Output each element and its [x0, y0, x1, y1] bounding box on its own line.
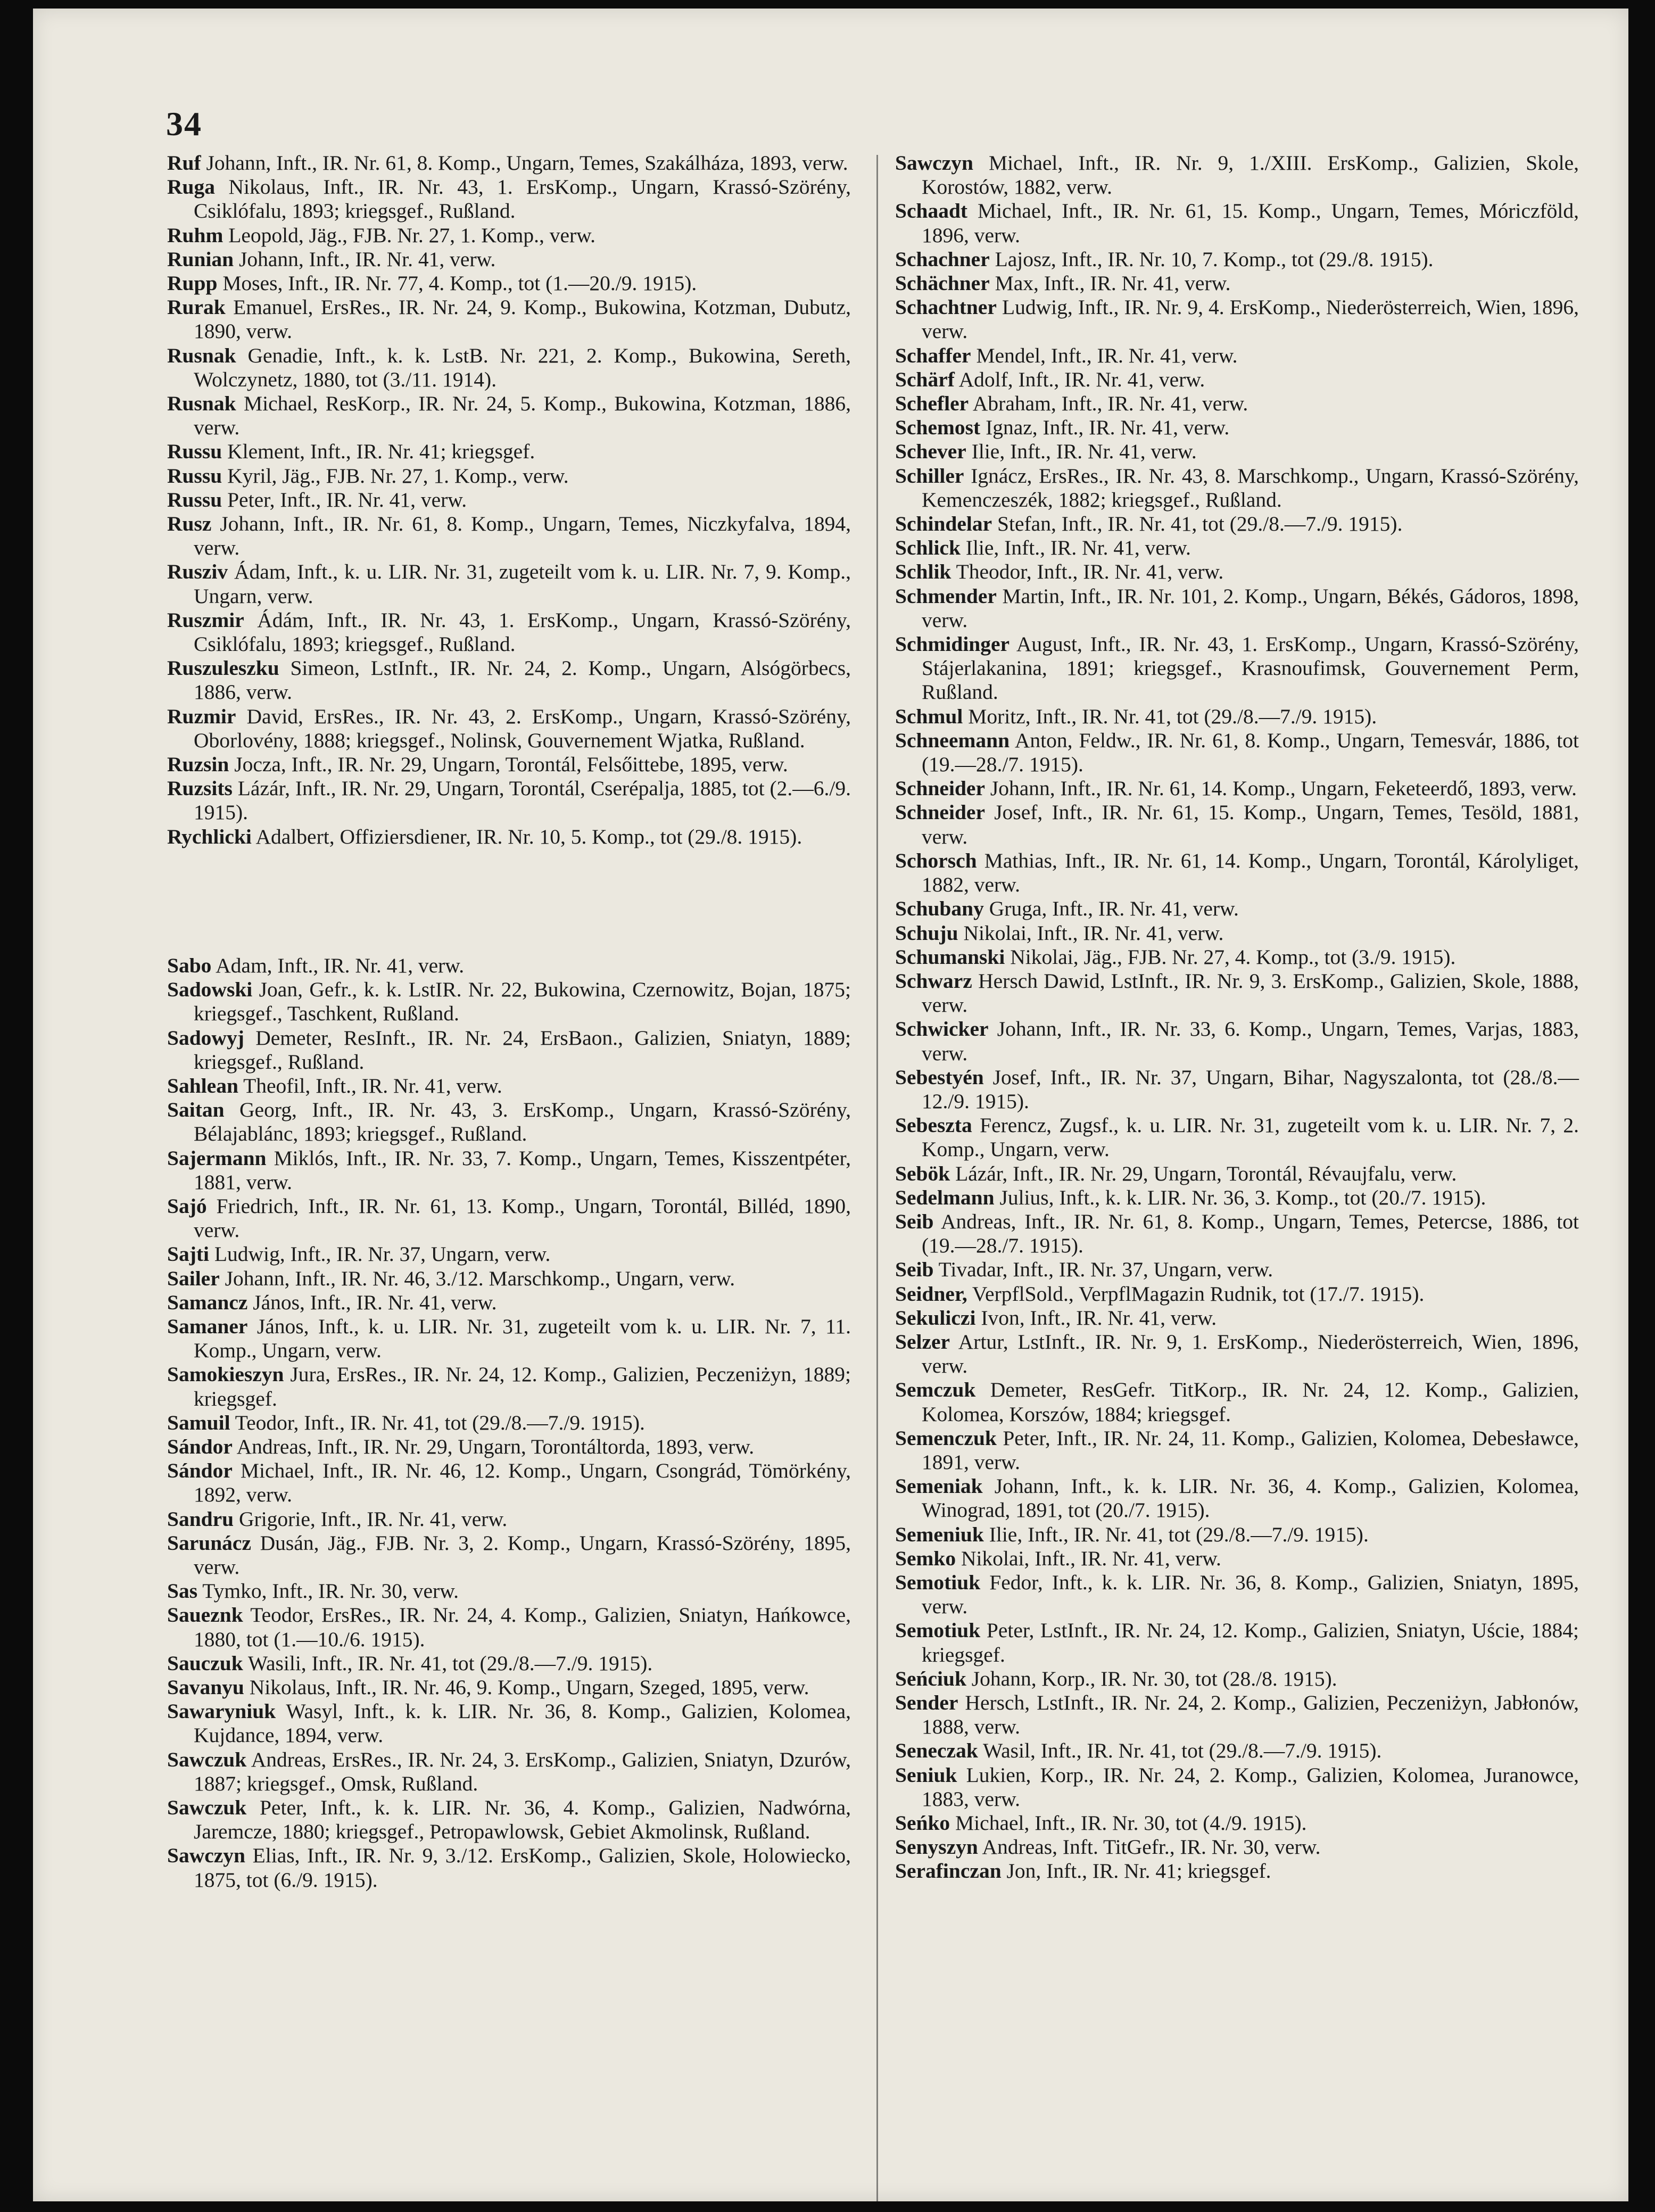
list-entry	[895, 1210, 1579, 1258]
list-entry	[895, 416, 1579, 440]
list-entry	[167, 1267, 851, 1291]
entry-surname: Sailer	[167, 1266, 220, 1290]
list-entry	[895, 777, 1579, 800]
entry-surname: Rychlicki	[167, 824, 252, 848]
entry-surname: Sawczuk	[167, 1796, 247, 1819]
list-entry	[167, 271, 851, 295]
entry-details: Michael, Inft., IR. Nr. 9, 1./XIII. ErsKomp., Galizien, Skole, Korostów, 1882, verw.	[922, 151, 1579, 199]
entry-surname: Schindelar	[895, 512, 992, 536]
entry-surname: Samuil	[167, 1410, 230, 1434]
entry-details: Simeon, LstInft., IR. Nr. 24, 2. Komp., Ungarn, Alsógörbecs, 1886, verw.	[194, 656, 851, 704]
entry-surname: Sadowski	[167, 978, 253, 1002]
entry-surname: Ruzsin	[167, 753, 229, 777]
list-entry	[167, 1652, 851, 1675]
list-entry	[167, 1315, 851, 1363]
entry-surname: Schneider	[895, 800, 985, 824]
list-entry	[895, 1282, 1579, 1306]
entry-surname: Semko	[895, 1546, 956, 1570]
entry-details: Nikolai, Inft., IR. Nr. 41, verw.	[963, 921, 1224, 945]
list-entry	[895, 1835, 1579, 1859]
list-entry	[167, 1507, 851, 1531]
list-entry	[895, 199, 1579, 247]
entry-details: Andreas, Inft., IR. Nr. 29, Ungarn, Torontáltorda, 1893, verw.	[236, 1434, 755, 1458]
entry-surname: Rusnak	[167, 343, 236, 367]
entry-surname: Sebök	[895, 1161, 950, 1185]
entry-details: Ignácz, ErsRes., IR. Nr. 43, 8. Marschkomp., Ungarn, Krassó-Szörény, Kemenczeszék, 1882; kriegsgef., Rußland.	[922, 464, 1579, 511]
entry-surname: Seńciuk	[895, 1666, 966, 1690]
entry-details: Wasili, Inft., IR. Nr. 41, tot (29./8.—7./9. 1915).	[247, 1651, 653, 1675]
list-entry	[895, 969, 1579, 1017]
right-column	[895, 151, 1579, 1884]
entry-surname: Sauczuk	[167, 1651, 243, 1675]
list-entry	[167, 1146, 851, 1194]
list-entry	[167, 1796, 851, 1844]
entry-details: János, Inft., IR. Nr. 41, verw.	[253, 1290, 497, 1314]
entry-surname: Sadowyj	[167, 1026, 244, 1050]
list-entry	[167, 247, 851, 271]
entry-surname: Semotiuk	[895, 1619, 981, 1643]
list-entry	[895, 464, 1579, 512]
entry-surname: Schachner	[895, 247, 990, 271]
list-entry	[895, 1739, 1579, 1763]
entry-surname: Schemost	[895, 416, 981, 440]
entry-surname: Ruhm	[167, 223, 224, 247]
entry-surname: Schorsch	[895, 848, 977, 872]
entry-details: Adolf, Inft., IR. Nr. 41, verw.	[958, 367, 1205, 391]
entry-details: Emanuel, ErsRes., IR. Nr. 24, 9. Komp., Bukowina, Kotzman, Dubutz, 1890, verw.	[194, 295, 851, 343]
entry-surname: Sándor	[167, 1459, 233, 1483]
entry-surname: Russu	[167, 440, 222, 464]
entry-surname: Senyszyn	[895, 1835, 978, 1859]
document-page	[33, 9, 1628, 2201]
list-entry	[167, 1194, 851, 1242]
entry-details: Jon, Inft., IR. Nr. 41; kriegsgef.	[1006, 1859, 1271, 1883]
entry-details: Dusán, Jäg., FJB. Nr. 3, 2. Komp., Ungarn, Krassó-Szörény, 1895, verw.	[194, 1531, 851, 1579]
list-entry	[167, 1074, 851, 1098]
list-entry	[895, 849, 1579, 897]
entry-details: Ádam, Inft., k. u. LIR. Nr. 31, zugeteilt vom k. u. LIR. Nr. 7, 9. Komp., Ungarn, verw.	[194, 560, 851, 608]
entry-details: Johann, Inft., IR. Nr. 33, 6. Komp., Ungarn, Temes, Varjas, 1883, verw.	[922, 1017, 1579, 1065]
entry-details: Abraham, Inft., IR. Nr. 41, verw.	[972, 392, 1248, 416]
list-entry	[895, 1306, 1579, 1330]
entry-surname: Selzer	[895, 1330, 950, 1353]
entry-surname: Samaner	[167, 1314, 248, 1338]
entry-surname: Russu	[167, 488, 222, 511]
entry-surname: Sajermann	[167, 1146, 267, 1170]
list-entry	[895, 1859, 1579, 1883]
entry-details: Ludwig, Inft., IR. Nr. 37, Ungarn, verw.	[214, 1242, 551, 1266]
entry-details: Jocza, Inft., IR. Nr. 29, Ungarn, Torontál, Felsőittebe, 1895, verw.	[234, 753, 788, 777]
entry-surname: Semeniuk	[895, 1522, 984, 1546]
entry-surname: Schmender	[895, 584, 997, 608]
entry-details: Andreas, Inft., IR. Nr. 61, 8. Komp., Ungarn, Temes, Petercse, 1886, tot (19.—28./7. 1915).	[922, 1209, 1579, 1258]
list-entry	[167, 656, 851, 704]
list-entry	[167, 175, 851, 223]
entry-surname: Schneemann	[895, 728, 1010, 752]
entry-details: Tivadar, Inft., IR. Nr. 37, Ungarn, verw.	[938, 1258, 1273, 1282]
entry-details: Johann, Inft., k. k. LIR. Nr. 36, 4. Komp., Galizien, Kolomea, Winograd, 1891, tot (20./7. 1915).	[922, 1474, 1579, 1522]
list-entry	[895, 344, 1579, 368]
list-entry	[895, 729, 1579, 777]
list-entry	[167, 777, 851, 824]
list-entry	[895, 800, 1579, 848]
entry-details: Joan, Gefr., k. k. LstIR. Nr. 22, Bukowina, Czernowitz, Bojan, 1875; kriegsgef., Taschkent, Rußland.	[194, 978, 851, 1026]
entry-surname: Schefler	[895, 392, 969, 416]
entry-details: Klement, Inft., IR. Nr. 41; kriegsgef.	[227, 440, 535, 464]
entry-details: Nikolai, Jäg., FJB. Nr. 27, 4. Komp., tot (3./9. 1915).	[1010, 945, 1456, 969]
entry-surname: Sahlean	[167, 1074, 238, 1097]
list-entry	[167, 608, 851, 656]
list-entry	[167, 512, 851, 560]
entry-details: Georg, Inft., IR. Nr. 43, 3. ErsKomp., Ungarn, Krassó-Szörény, Bélajablánc, 1893; kriegsgef., Rußland.	[194, 1098, 851, 1146]
entry-surname: Ruga	[167, 175, 215, 199]
entry-details: Peter, Inft., IR. Nr. 41, verw.	[227, 488, 467, 511]
entry-surname: Sebestyén	[895, 1065, 984, 1089]
entry-details: Ádám, Inft., IR. Nr. 43, 1. ErsKomp., Ungarn, Krassó-Szörény, Csiklófalu, 1893; kriegsgef., Rußland.	[194, 608, 851, 656]
entry-surname: Seib	[895, 1209, 934, 1233]
list-entry	[895, 1474, 1579, 1522]
entry-details: Artur, LstInft., IR. Nr. 9, 1. ErsKomp., Niederösterreich, Wien, 1896, verw.	[922, 1330, 1579, 1378]
list-entry	[895, 392, 1579, 416]
list-entry	[895, 1523, 1579, 1547]
entry-details: Nikolaus, Inft., IR. Nr. 46, 9. Komp., Ungarn, Szeged, 1895, verw.	[249, 1675, 809, 1699]
entry-details: Theofil, Inft., IR. Nr. 41, verw.	[243, 1074, 502, 1097]
entry-details: Ludwig, Inft., IR. Nr. 9, 4. ErsKomp., Niederösterreich, Wien, 1896, verw.	[922, 295, 1579, 343]
entry-surname: Serafinczan	[895, 1859, 1002, 1883]
entry-surname: Sandru	[167, 1507, 234, 1531]
list-entry	[895, 1426, 1579, 1474]
entry-details: Moses, Inft., IR. Nr. 77, 4. Komp., tot (1.—20./9. 1915).	[222, 271, 697, 295]
left-column	[167, 151, 851, 1892]
entry-details: Johann, Inft., IR. Nr. 46, 3./12. Marschkomp., Ungarn, verw.	[225, 1266, 735, 1290]
list-entry	[167, 1579, 851, 1603]
entry-surname: Runian	[167, 247, 234, 271]
entry-details: Mendel, Inft., IR. Nr. 41, verw.	[976, 343, 1238, 367]
entry-details: Johann, Inft., IR. Nr. 61, 8. Komp., Ungarn, Temes, Niczkyfalva, 1894, verw.	[194, 512, 851, 560]
list-entry	[895, 1186, 1579, 1210]
entry-details: Andreas, Inft. TitGefr., IR. Nr. 30, verw.	[982, 1835, 1321, 1859]
entry-details: Ilie, Inft., IR. Nr. 41, verw.	[971, 440, 1197, 464]
entry-surname: Rusz	[167, 512, 212, 536]
entry-surname: Schachtner	[895, 295, 997, 319]
entry-details: Fedor, Inft., k. k. LIR. Nr. 36, 8. Komp., Galizien, Sniatyn, 1895, verw.	[922, 1570, 1579, 1619]
entry-details: Josef, Inft., IR. Nr. 37, Ungarn, Bihar, Nagyszalonta, tot (28./8.—12./9. 1915).	[922, 1065, 1579, 1113]
entry-details: Jura, ErsRes., IR. Nr. 24, 12. Komp., Galizien, Peczeniżyn, 1889; kriegsgef.	[194, 1363, 851, 1410]
entry-details: Teodor, ErsRes., IR. Nr. 24, 4. Komp., Galizien, Sniatyn, Hańkowce, 1880, tot (1.—10./6. 1915).	[194, 1603, 851, 1651]
list-entry	[895, 897, 1579, 921]
entry-details: Peter, Inft., IR. Nr. 24, 11. Komp., Galizien, Kolomea, Debesławce, 1891, verw.	[922, 1426, 1579, 1474]
entry-details: Michael, ResKorp., IR. Nr. 24, 5. Komp., Bukowina, Kotzman, 1886, verw.	[194, 392, 851, 440]
entry-details: Peter, LstInft., IR. Nr. 24, 12. Komp., Galizien, Sniatyn, Uście, 1884; kriegsgef.	[922, 1619, 1579, 1666]
entry-details: Theodor, Inft., IR. Nr. 41, verw.	[956, 560, 1224, 584]
entry-surname: Seniuk	[895, 1763, 957, 1787]
list-entry	[167, 978, 851, 1026]
entry-details: Julius, Inft., k. k. LIR. Nr. 36, 3. Komp., tot (20./7. 1915).	[999, 1185, 1486, 1209]
entry-details: Demeter, ResGefr. TitKorp., IR. Nr. 24, 12. Komp., Galizien, Kolomea, Korszów, 1884; kriegsgef.	[922, 1378, 1579, 1426]
entry-surname: Seib	[895, 1258, 934, 1282]
entry-details: Ilie, Inft., IR. Nr. 41, verw.	[965, 536, 1191, 560]
list-entry	[895, 271, 1579, 295]
entry-surname: Semenczuk	[895, 1426, 997, 1450]
entry-surname: Ruzmir	[167, 704, 236, 728]
list-entry	[167, 1291, 851, 1315]
list-entry	[167, 1435, 851, 1459]
list-entry	[895, 1691, 1579, 1739]
list-entry	[167, 488, 851, 512]
list-entry	[895, 945, 1579, 969]
entry-details: Ilie, Inft., IR. Nr. 41, tot (29./8.—7./9. 1915).	[989, 1522, 1369, 1546]
entry-surname: Schumanski	[895, 945, 1005, 969]
list-entry	[895, 536, 1579, 560]
list-entry	[895, 1763, 1579, 1811]
entry-surname: Saitan	[167, 1098, 225, 1122]
entry-details: Josef, Inft., IR. Nr. 61, 15. Komp., Ungarn, Temes, Tesöld, 1881, verw.	[922, 800, 1579, 848]
page-number: 34	[166, 105, 202, 143]
entry-details: Michael, Inft., IR. Nr. 61, 15. Komp., Ungarn, Temes, Móriczföld, 1896, verw.	[922, 199, 1579, 247]
entry-details: Elias, Inft., IR. Nr. 9, 3./12. ErsKomp., Galizien, Skole, Holowiecko, 1875, tot (6./9. 1915).	[194, 1844, 851, 1892]
entry-details: David, ErsRes., IR. Nr. 43, 2. ErsKomp., Ungarn, Krassó-Szörény, Oborlovény, 1888; kriegsgef., Nolinsk, Gouvernement Wjatka, Rußland.	[194, 704, 851, 752]
entry-details: Ivon, Inft., IR. Nr. 41, verw.	[981, 1306, 1217, 1330]
list-entry	[167, 825, 851, 849]
list-entry	[895, 1330, 1579, 1378]
entry-details: Anton, Feldw., IR. Nr. 61, 8. Komp., Ungarn, Temesvár, 1886, tot (19.—28./7. 1915).	[922, 728, 1579, 777]
entry-details: Leopold, Jäg., FJB. Nr. 27, 1. Komp., verw.	[228, 223, 595, 247]
list-entry	[895, 512, 1579, 536]
entry-details: Moritz, Inft., IR. Nr. 41, tot (29./8.—7./9. 1915).	[968, 704, 1377, 728]
entry-surname: Savanyu	[167, 1675, 244, 1699]
list-entry	[895, 560, 1579, 584]
entry-surname: Sawaryniuk	[167, 1699, 276, 1723]
list-entry	[895, 1162, 1579, 1186]
list-entry	[167, 1098, 851, 1146]
entry-surname: Schneider	[895, 777, 985, 800]
entry-surname: Seidner,	[895, 1282, 967, 1306]
list-entry	[895, 632, 1579, 705]
list-entry	[167, 1026, 851, 1074]
list-entry	[895, 368, 1579, 392]
entry-surname: Ruf	[167, 151, 201, 175]
list-entry	[895, 151, 1579, 199]
entry-details: Miklós, Inft., IR. Nr. 33, 7. Komp., Ungarn, Temes, Kisszentpéter, 1881, verw.	[194, 1146, 851, 1194]
entry-surname: Sajti	[167, 1242, 209, 1266]
list-entry	[167, 1242, 851, 1266]
list-entry	[167, 295, 851, 343]
entry-details: Lázár, Inft., IR. Nr. 29, Ungarn, Torontál, Révaujfalu, verw.	[955, 1161, 1457, 1185]
list-entry	[895, 1066, 1579, 1113]
list-entry	[895, 1571, 1579, 1619]
entry-details: Lázár, Inft., IR. Nr. 29, Ungarn, Torontál, Cserépalja, 1885, tot (2.—6./9. 1915).	[194, 777, 851, 824]
list-entry	[167, 464, 851, 488]
list-entry	[167, 1748, 851, 1796]
entry-details: Grigorie, Inft., IR. Nr. 41, verw.	[239, 1507, 508, 1531]
entry-surname: Samokieszyn	[167, 1363, 284, 1386]
list-entry	[167, 753, 851, 777]
entry-details: Johann, Inft., IR. Nr. 61, 8. Komp., Ungarn, Temes, Szakálháza, 1893, verw.	[206, 151, 848, 175]
entry-surname: Sajó	[167, 1194, 207, 1218]
list-entry	[167, 954, 851, 978]
entry-details: Lajosz, Inft., IR. Nr. 10, 7. Komp., tot (29./8. 1915).	[995, 247, 1434, 271]
list-entry	[167, 392, 851, 440]
list-entry	[895, 1113, 1579, 1161]
entry-details: Mathias, Inft., IR. Nr. 61, 14. Komp., Ungarn, Torontál, Károlyliget, 1882, verw.	[922, 848, 1579, 897]
list-entry	[167, 1411, 851, 1435]
entry-surname: Schächner	[895, 271, 990, 295]
entry-details: János, Inft., k. u. LIR. Nr. 31, zugeteilt vom k. u. LIR. Nr. 7, 11. Komp., Ungarn, verw.	[194, 1314, 851, 1363]
entry-details: VerpflSold., VerpflMagazin Rudnik, tot (17./7. 1915).	[972, 1282, 1425, 1306]
list-entry	[895, 1378, 1579, 1426]
entry-details: Johann, Korp., IR. Nr. 30, tot (28./8. 1915).	[971, 1666, 1337, 1690]
entry-details: Lukien, Korp., IR. Nr. 24, 2. Komp., Galizien, Kolomea, Juranowce, 1883, verw.	[922, 1763, 1579, 1811]
list-entry	[895, 1258, 1579, 1282]
entry-surname: Sas	[167, 1579, 198, 1603]
entry-surname: Seneczak	[895, 1739, 978, 1763]
entry-details: Michael, Inft., IR. Nr. 30, tot (4./9. 1915).	[955, 1811, 1307, 1835]
list-entry	[895, 1017, 1579, 1065]
entry-surname: Sawczyn	[895, 151, 974, 175]
list-entry	[167, 344, 851, 392]
entry-details: Hersch, LstInft., IR. Nr. 24, 2. Komp., Galizien, Peczeniżyn, Jabłonów, 1888, verw.	[922, 1691, 1579, 1739]
section-gap	[167, 849, 851, 954]
list-entry	[895, 705, 1579, 729]
entry-surname: Sándor	[167, 1434, 233, 1458]
entry-surname: Sabo	[167, 953, 212, 977]
entry-surname: Schaffer	[895, 343, 971, 367]
entry-surname: Schärf	[895, 367, 955, 391]
entry-surname: Schever	[895, 440, 966, 464]
entry-surname: Schaadt	[895, 199, 968, 223]
entry-details: Tymko, Inft., IR. Nr. 30, verw.	[202, 1579, 459, 1603]
entry-surname: Rusziv	[167, 560, 228, 584]
entry-surname: Schlik	[895, 560, 951, 584]
entry-surname: Saueznk	[167, 1603, 243, 1627]
list-entry	[895, 1547, 1579, 1571]
entry-details: Ferencz, Zugsf., k. u. LIR. Nr. 31, zugeteilt vom k. u. LIR. Nr. 7, 2. Komp., Ungarn, verw.	[922, 1113, 1579, 1161]
entry-surname: Sekuliczi	[895, 1306, 976, 1330]
entry-details: Michael, Inft., IR. Nr. 46, 12. Komp., Ungarn, Csongrád, Tömörkény, 1892, verw.	[194, 1459, 851, 1507]
entry-surname: Sebeszta	[895, 1113, 972, 1137]
list-entry	[167, 1459, 851, 1507]
list-entry	[895, 1811, 1579, 1835]
entry-surname: Ruzsits	[167, 777, 233, 800]
entry-details: Martin, Inft., IR. Nr. 101, 2. Komp., Ungarn, Békés, Gádoros, 1898, verw.	[922, 584, 1579, 632]
entry-details: Stefan, Inft., IR. Nr. 41, tot (29./8.—7./9. 1915).	[997, 512, 1403, 536]
list-entry	[895, 295, 1579, 343]
list-entry	[167, 1363, 851, 1410]
list-entry	[167, 151, 851, 175]
entry-surname: Seńko	[895, 1811, 950, 1835]
entry-details: Gruga, Inft., IR. Nr. 41, verw.	[989, 897, 1239, 921]
list-entry	[895, 247, 1579, 271]
entry-details: August, Inft., IR. Nr. 43, 1. ErsKomp., Ungarn, Krassó-Szörény, Stájerlakanina, 1891; kriegsgef., Krasnoufimsk, Gouvernement Perm, Rußland.	[922, 632, 1579, 704]
entry-details: Andreas, ErsRes., IR. Nr. 24, 3. ErsKomp., Galizien, Sniatyn, Dzurów, 1887; kriegsgef., Omsk, Rußland.	[194, 1747, 851, 1795]
entry-details: Genadie, Inft., k. k. LstB. Nr. 221, 2. Komp., Bukowina, Sereth, Wolczynetz, 1880, tot (3./11. 1914).	[194, 343, 851, 391]
list-entry	[167, 1675, 851, 1699]
entry-surname: Sawczyn	[167, 1844, 246, 1868]
entry-details: Max, Inft., IR. Nr. 41, verw.	[995, 271, 1231, 295]
entry-details: Friedrich, Inft., IR. Nr. 61, 13. Komp., Ungarn, Torontál, Billéd, 1890, verw.	[194, 1194, 851, 1242]
entry-surname: Schuju	[895, 921, 958, 945]
entry-surname: Sender	[895, 1691, 958, 1714]
entry-details: Wasil, Inft., IR. Nr. 41, tot (29./8.—7./9. 1915).	[982, 1739, 1382, 1763]
list-entry	[895, 440, 1579, 464]
entry-details: Johann, Inft., IR. Nr. 61, 14. Komp., Ungarn, Feketeerdő, 1893, verw.	[990, 777, 1577, 800]
entry-details: Nikolai, Inft., IR. Nr. 41, verw.	[961, 1546, 1221, 1570]
entry-surname: Schwicker	[895, 1017, 989, 1041]
entry-surname: Semczuk	[895, 1378, 976, 1402]
entry-surname: Russu	[167, 464, 222, 488]
entry-details: Adam, Inft., IR. Nr. 41, verw.	[216, 953, 465, 977]
entry-details: Kyril, Jäg., FJB. Nr. 27, 1. Komp., verw.	[227, 464, 569, 488]
entry-details: Peter, Inft., k. k. LIR. Nr. 36, 4. Komp., Galizien, Nadwórna, Jaremcze, 1880; kriegsgef., Petropawlowsk, Gebiet Akmolinsk, Rußland.	[194, 1796, 851, 1844]
list-entry	[895, 1619, 1579, 1666]
entry-surname: Sarunácz	[167, 1531, 251, 1555]
entry-details: Johann, Inft., IR. Nr. 41, verw.	[239, 247, 496, 271]
entry-surname: Schwarz	[895, 969, 972, 993]
list-entry	[895, 921, 1579, 945]
entry-surname: Rurak	[167, 295, 226, 319]
entry-surname: Sawczuk	[167, 1747, 247, 1771]
list-entry	[167, 224, 851, 247]
entry-surname: Ruszuleszku	[167, 656, 279, 680]
entry-surname: Rusnak	[167, 392, 236, 416]
entry-surname: Schmul	[895, 704, 963, 728]
entry-surname: Semeniak	[895, 1474, 983, 1498]
entry-details: Wasyl, Inft., k. k. LIR. Nr. 36, 8. Komp., Galizien, Kolomea, Kujdance, 1894, verw.	[194, 1699, 851, 1747]
entry-surname: Schubany	[895, 897, 984, 921]
list-entry	[895, 584, 1579, 632]
list-entry	[167, 1699, 851, 1747]
entry-details: Ignaz, Inft., IR. Nr. 41, verw.	[986, 416, 1230, 440]
list-entry	[167, 1531, 851, 1579]
entry-details: Demeter, ResInft., IR. Nr. 24, ErsBaon., Galizien, Sniatyn, 1889; kriegsgef., Rußland.	[194, 1026, 851, 1074]
entry-surname: Schlick	[895, 536, 961, 560]
entry-details: Teodor, Inft., IR. Nr. 41, tot (29./8.—7./9. 1915).	[235, 1410, 645, 1434]
entry-surname: Samancz	[167, 1290, 248, 1314]
entry-surname: Sedelmann	[895, 1185, 995, 1209]
list-entry	[167, 705, 851, 753]
entry-details: Adalbert, Offiziersdiener, IR. Nr. 10, 5. Komp., tot (29./8. 1915).	[255, 824, 802, 848]
entry-surname: Schiller	[895, 464, 964, 488]
list-entry	[167, 1603, 851, 1651]
list-entry	[167, 1844, 851, 1892]
entry-surname: Ruszmir	[167, 608, 244, 632]
list-entry	[167, 560, 851, 608]
column-divider	[876, 155, 878, 2201]
entry-details: Hersch Dawid, LstInft., IR. Nr. 9, 3. ErsKomp., Galizien, Skole, 1888, verw.	[922, 969, 1579, 1017]
entry-surname: Schmidinger	[895, 632, 1010, 656]
entry-surname: Rupp	[167, 271, 218, 295]
entry-surname: Semotiuk	[895, 1570, 981, 1594]
entry-details: Nikolaus, Inft., IR. Nr. 43, 1. ErsKomp., Ungarn, Krassó-Szörény, Csiklófalu, 1893; kriegsgef., Rußland.	[194, 175, 851, 223]
list-entry	[167, 440, 851, 464]
list-entry	[895, 1667, 1579, 1691]
